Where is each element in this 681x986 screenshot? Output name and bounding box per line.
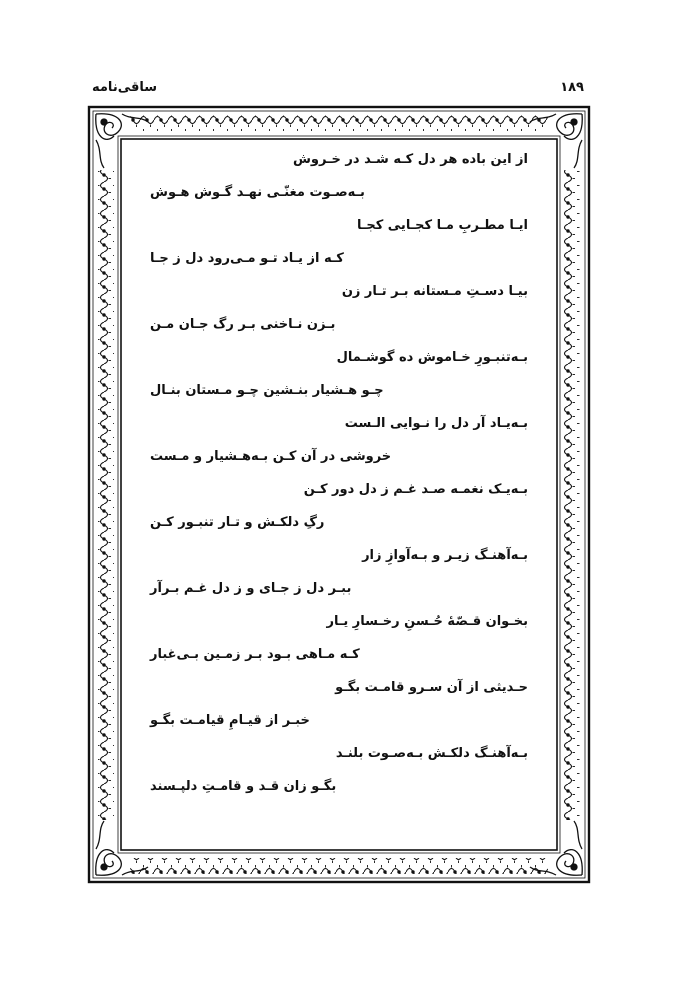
verse-line: بـه‌یـاد آر دل را نـوایی الـست	[344, 416, 528, 431]
verse-line: چـو هـشیار بنـشین چـو مـستان بنـال	[150, 383, 384, 398]
verse-line: از این باده هر دل کـه شـد در خـروش	[292, 152, 528, 167]
verse-line: بـه‌آهنـگ زیـر و بـه‌آوازِ زار	[362, 548, 528, 563]
verse-line: خروشی در آن کـن بـه‌هـشیار و مـست	[150, 449, 392, 464]
verse-line: کـه مـاهی بـود بـر زمـین بـی‌غبار	[150, 647, 360, 662]
verse-line: بگـو زان قـد و قامـتِ دلپـسند	[150, 779, 337, 794]
verse-line: خبـر از قیـامِ قیامـت بگـو	[150, 713, 310, 728]
verse-line: رگِ دلکـش و تـار تنبـور کـن	[150, 515, 325, 530]
page-number: ۱۸۹	[560, 80, 584, 95]
verse-line: حـدیثی از آن سـرو قامـت بگـو	[335, 680, 528, 695]
poem-body	[150, 150, 528, 794]
verse-line: بـه‌یـک نغمـه صـد غـم ز دل دور کـن	[303, 482, 528, 497]
verse-line: بـه‌آهنـگ دلکـش بـه‌صـوت بلنـد	[335, 746, 528, 761]
verse-line: کـه از یـاد تـو مـی‌رود دل ز جـا	[150, 251, 344, 266]
verse-line: بـه‌صـوت مغنّـی نهـد گـوش هـوش	[150, 185, 365, 200]
verse-line: بـه‌تنبـورِ خـاموش ده گوشـمال	[336, 350, 528, 365]
verse-line: ببـر دل ز جـای و ز دل غـم بـرآر	[150, 581, 352, 596]
verse-line: بـزن نـاخنی بـر رگ جـان مـن	[150, 317, 336, 332]
verse-line: بخـوان قـصّهٔ حُـسنِ رخـسارِ یـار	[326, 614, 528, 629]
verse-line: بیـا دسـتِ مـستانه بـر تـار زن	[341, 284, 528, 299]
running-title: ساقی‌نامه	[92, 80, 158, 95]
verse-line: ایـا مطـربِ مـا کجـایی کجـا	[357, 218, 528, 233]
